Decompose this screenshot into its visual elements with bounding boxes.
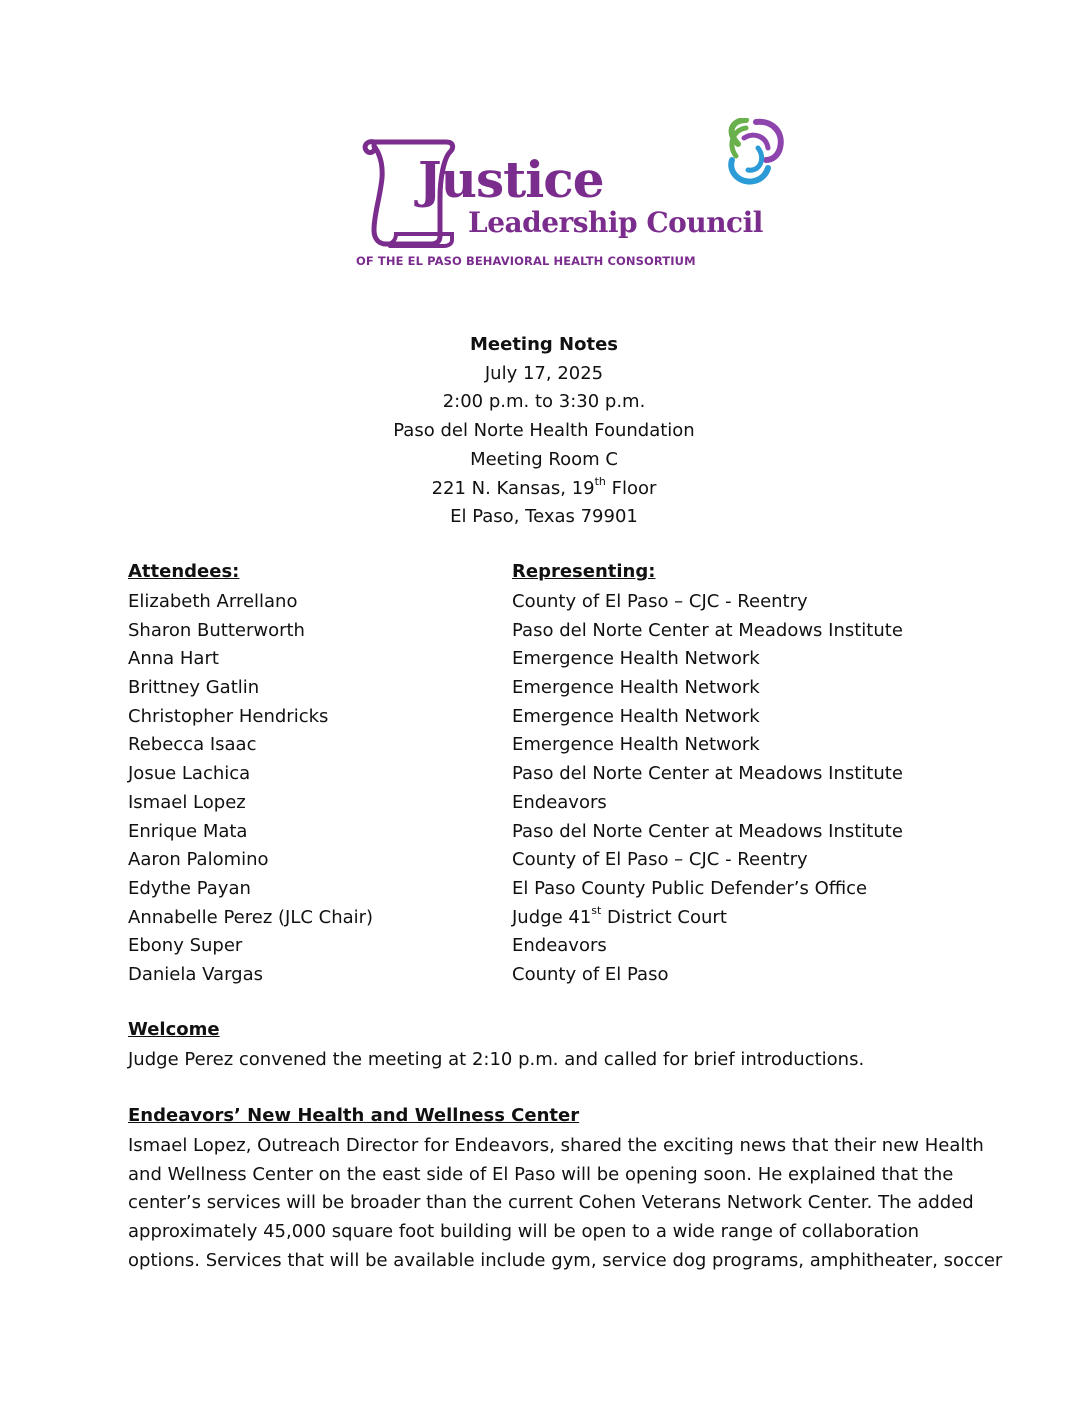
logo-subtitle: Leadership Council: [468, 206, 763, 239]
paragraph-line: options. Services that will be available include gym, service dog programs, amphitheater, soccer: [128, 1249, 1003, 1271]
swirl-icon: [731, 120, 781, 182]
attendee-org: Judge 41st District Court: [512, 903, 727, 928]
jlc-logo: [356, 118, 796, 276]
table-row: [0, 932, 1088, 961]
attendee-name: Anna Hart: [128, 648, 219, 670]
attendee-name: Christopher Hendricks: [128, 705, 329, 727]
paragraph-line: and Wellness Center on the east side of El Paso will be opening soon. He explained that the: [128, 1163, 954, 1185]
representing-header: Representing:: [512, 561, 656, 582]
welcome-text: Judge Perez convened the meeting at 2:10 p.m. and called for brief introductions.: [128, 1049, 865, 1070]
table-row: [0, 961, 1088, 990]
attendee-name: Sharon Butterworth: [128, 619, 305, 641]
attendee-name: Aaron Palomino: [128, 849, 269, 871]
attendee-name: Josue Lachica: [128, 763, 251, 785]
table-row: [0, 789, 1088, 818]
attendee-name: Daniela Vargas: [128, 963, 263, 985]
attendee-org: Endeavors: [512, 935, 607, 957]
attendee-org: Paso del Norte Center at Meadows Institute: [512, 619, 903, 641]
attendee-org: Endeavors: [512, 791, 607, 813]
table-row: [0, 731, 1088, 760]
meeting-organization: Paso del Norte Health Foundation: [393, 420, 695, 442]
attendee-name: Annabelle Perez (JLC Chair): [128, 906, 374, 928]
welcome-heading: Welcome: [128, 1019, 220, 1040]
logo-tagline: OF THE EL PASO BEHAVIORAL HEALTH CONSORTIUM: [356, 254, 696, 268]
logo-title: Justice: [418, 150, 604, 209]
meeting-header: [0, 331, 1088, 532]
attendee-name: Enrique Mata: [128, 820, 248, 842]
endeavors-text: [128, 1132, 1003, 1276]
attendee-name: Elizabeth Arrellano: [128, 591, 298, 612]
paragraph-line: approximately 45,000 square foot building will be open to a wide range of collaboration: [128, 1221, 919, 1243]
attendee-name: Brittney Gatlin: [128, 677, 260, 699]
table-row: [0, 703, 1088, 732]
table-row: [0, 588, 1088, 617]
attendee-org: County of El Paso: [512, 963, 669, 985]
attendee-org: Emergence Health Network: [512, 648, 760, 670]
meeting-time: 2:00 p.m. to 3:30 p.m.: [442, 391, 646, 413]
attendee-org: County of El Paso – CJC - Reentry: [512, 849, 808, 871]
meeting-city: El Paso, Texas 79901: [450, 506, 638, 528]
attendee-org: Paso del Norte Center at Meadows Institute: [512, 820, 903, 842]
attendees-header: Attendees:: [128, 561, 240, 582]
page-title: Meeting Notes: [469, 334, 619, 355]
paragraph-line: center’s services will be broader than the current Cohen Veterans Network Center. The added: [128, 1192, 974, 1214]
attendee-name: Ebony Super: [128, 935, 243, 957]
attendee-list: [0, 588, 1088, 990]
attendee-org: Emergence Health Network: [512, 677, 760, 699]
attendee-org: El Paso County Public Defender’s Office: [512, 877, 868, 899]
endeavors-heading: Endeavors’ New Health and Wellness Center: [128, 1105, 580, 1126]
meeting-address: 221 N. Kansas, 19th Floor: [431, 474, 657, 499]
table-row: [0, 617, 1088, 646]
paragraph-line: Ismael Lopez, Outreach Director for Endeavors, shared the exciting news that their new Health: [128, 1135, 984, 1156]
attendee-name: Rebecca Isaac: [128, 734, 257, 756]
attendee-org: Paso del Norte Center at Meadows Institute: [512, 763, 903, 785]
attendee-org: Emergence Health Network: [512, 705, 760, 727]
table-row: [0, 904, 1088, 933]
table-row: [0, 645, 1088, 674]
table-row: [0, 674, 1088, 703]
table-row: [0, 846, 1088, 875]
meeting-room: Meeting Room C: [470, 448, 618, 470]
attendee-name: Ismael Lopez: [128, 791, 246, 813]
table-row: [0, 760, 1088, 789]
table-row: [0, 875, 1088, 904]
attendee-name: Edythe Payan: [128, 877, 251, 899]
attendee-org: Emergence Health Network: [512, 734, 760, 756]
meeting-date: July 17, 2025: [484, 362, 604, 384]
attendee-org: County of El Paso – CJC - Reentry: [512, 591, 808, 612]
table-row: [0, 818, 1088, 847]
